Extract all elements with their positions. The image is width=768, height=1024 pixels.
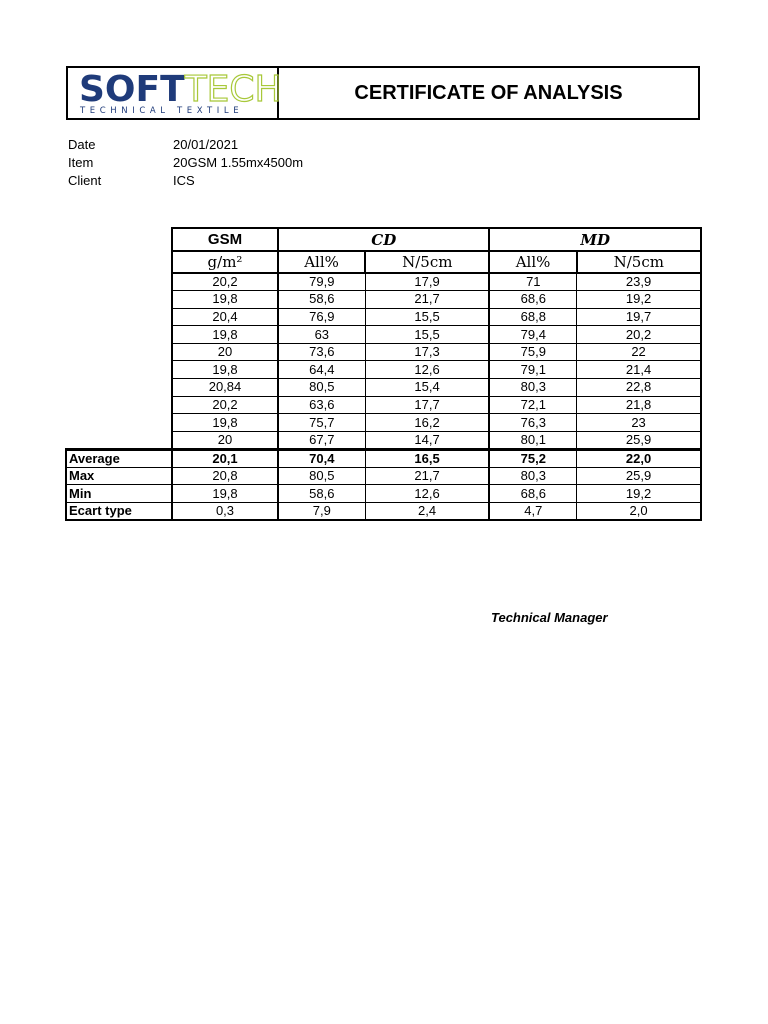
row-label-blank [66, 343, 172, 361]
table-row [66, 343, 701, 361]
stat-cell: 20,1 [172, 449, 278, 467]
unit-header: All% [278, 251, 365, 273]
certificate-header [66, 66, 700, 120]
table-group-header-row [66, 228, 701, 251]
table-cell: 22,8 [577, 379, 701, 397]
row-label-blank [66, 273, 172, 291]
table-cell: 21,8 [577, 396, 701, 414]
table-cell: 19,2 [577, 291, 701, 309]
stat-label: Max [66, 467, 172, 485]
analysis-table [65, 227, 702, 521]
row-label-blank [66, 396, 172, 414]
table-cell: 23 [577, 414, 701, 432]
stat-label: Ecart type [66, 503, 172, 521]
group-header-gsm: GSM [172, 228, 278, 251]
row-label-blank [66, 291, 172, 309]
unit-header: g/m² [172, 251, 278, 273]
info-label: Item [68, 155, 94, 170]
unit-header: All% [489, 251, 576, 273]
stat-cell: 75,2 [489, 449, 576, 467]
table-cell: 20 [172, 343, 278, 361]
table-cell: 63,6 [278, 396, 365, 414]
row-label-blank [66, 431, 172, 449]
table-row [66, 308, 701, 326]
table-cell: 75,7 [278, 414, 365, 432]
table-cell: 20,4 [172, 308, 278, 326]
table-cell: 21,7 [365, 291, 489, 309]
table-cell: 19,8 [172, 414, 278, 432]
row-label-blank [66, 326, 172, 344]
row-label-blank [66, 379, 172, 397]
stat-cell: 7,9 [278, 503, 365, 521]
group-header-cd: CD [278, 228, 489, 251]
document-title: CERTIFICATE OF ANALYSIS [354, 81, 623, 104]
table-cell: 73,6 [278, 343, 365, 361]
stat-cell: 21,7 [365, 467, 489, 485]
stat-cell: 19,8 [172, 485, 278, 503]
table-cell: 19,8 [172, 361, 278, 379]
table-cell: 79,9 [278, 273, 365, 291]
company-logo [68, 68, 282, 118]
table-cell: 17,3 [365, 343, 489, 361]
table-cell: 68,8 [489, 308, 576, 326]
logo-tagline: TECHNICAL TEXTILE [80, 106, 244, 116]
table-cell: 75,9 [489, 343, 576, 361]
table-cell: 19,7 [577, 308, 701, 326]
table-cell: 80,3 [489, 379, 576, 397]
stat-cell: 16,5 [365, 449, 489, 467]
table-cell: 23,9 [577, 273, 701, 291]
table-cell: 80,1 [489, 431, 576, 449]
row-label-blank [66, 361, 172, 379]
table-cell: 71 [489, 273, 576, 291]
stat-cell: 22,0 [577, 449, 701, 467]
table-row [66, 326, 701, 344]
table-cell: 63 [278, 326, 365, 344]
table-unit-header-row [66, 251, 701, 273]
table-cell: 67,7 [278, 431, 365, 449]
table-cell: 20,2 [577, 326, 701, 344]
table-row [66, 273, 701, 291]
stat-cell: 80,3 [489, 467, 576, 485]
logo-primary: SOFT [79, 69, 185, 110]
stat-label: Average [66, 449, 172, 467]
info-value: 20GSM 1.55mx4500m [173, 155, 304, 170]
table-cell: 25,9 [577, 431, 701, 449]
logo-secondary: TECH [184, 69, 282, 110]
table-corner-blank [66, 228, 172, 251]
unit-header: N/5cm [365, 251, 489, 273]
table-row [66, 431, 701, 449]
table-cell: 12,6 [365, 361, 489, 379]
stat-cell: 0,3 [172, 503, 278, 521]
stat-cell: 4,7 [489, 503, 576, 521]
table-cell: 68,6 [489, 291, 576, 309]
table-cell: 79,4 [489, 326, 576, 344]
table-data-rows [66, 273, 701, 449]
table-cell: 16,2 [365, 414, 489, 432]
info-value: 20/01/2021 [173, 137, 239, 152]
table-cell: 15,5 [365, 326, 489, 344]
stat-cell: 2,0 [577, 503, 701, 521]
table-cell: 15,5 [365, 308, 489, 326]
table-cell: 20 [172, 431, 278, 449]
table-cell: 72,1 [489, 396, 576, 414]
stat-label: Min [66, 485, 172, 503]
table-cell: 20,2 [172, 396, 278, 414]
stat-cell: 70,4 [278, 449, 365, 467]
row-label-blank [66, 308, 172, 326]
stat-cell: 12,6 [365, 485, 489, 503]
table-cell: 64,4 [278, 361, 365, 379]
row-label-blank [66, 414, 172, 432]
stat-cell: 68,6 [489, 485, 576, 503]
stat-row [66, 503, 701, 521]
table-cell: 20,84 [172, 379, 278, 397]
info-row-client [68, 172, 303, 190]
info-label: Client [68, 173, 102, 188]
table-cell: 17,9 [365, 273, 489, 291]
table-cell: 58,6 [278, 291, 365, 309]
table-row [66, 291, 701, 309]
stat-cell: 80,5 [278, 467, 365, 485]
table-cell: 80,5 [278, 379, 365, 397]
table-cell: 79,1 [489, 361, 576, 379]
logo-wordmark [79, 70, 282, 110]
info-row-date [68, 136, 303, 154]
group-header-md: MD [489, 228, 701, 251]
unit-header: N/5cm [577, 251, 701, 273]
stat-row [66, 485, 701, 503]
table-cell: 22 [577, 343, 701, 361]
stat-cell: 25,9 [577, 467, 701, 485]
table-row [66, 414, 701, 432]
stat-cell: 2,4 [365, 503, 489, 521]
table-row [66, 361, 701, 379]
stat-cell: 19,2 [577, 485, 701, 503]
table-cell: 14,7 [365, 431, 489, 449]
stat-cell: 58,6 [278, 485, 365, 503]
info-row-item [68, 154, 303, 172]
table-cell: 76,9 [278, 308, 365, 326]
table-corner-blank [66, 251, 172, 273]
info-label: Date [68, 137, 96, 152]
table-cell: 19,8 [172, 291, 278, 309]
info-block [68, 136, 303, 190]
stat-row [66, 449, 701, 467]
stat-row [66, 467, 701, 485]
table-cell: 76,3 [489, 414, 576, 432]
table-cell: 20,2 [172, 273, 278, 291]
signature-label: Technical Manager [491, 610, 608, 625]
table-row [66, 379, 701, 397]
table-cell: 21,4 [577, 361, 701, 379]
table-cell: 15,4 [365, 379, 489, 397]
table-stat-rows [66, 449, 701, 520]
table-cell: 19,8 [172, 326, 278, 344]
table-cell: 17,7 [365, 396, 489, 414]
info-value: ICS [173, 173, 195, 188]
stat-cell: 20,8 [172, 467, 278, 485]
table-row [66, 396, 701, 414]
